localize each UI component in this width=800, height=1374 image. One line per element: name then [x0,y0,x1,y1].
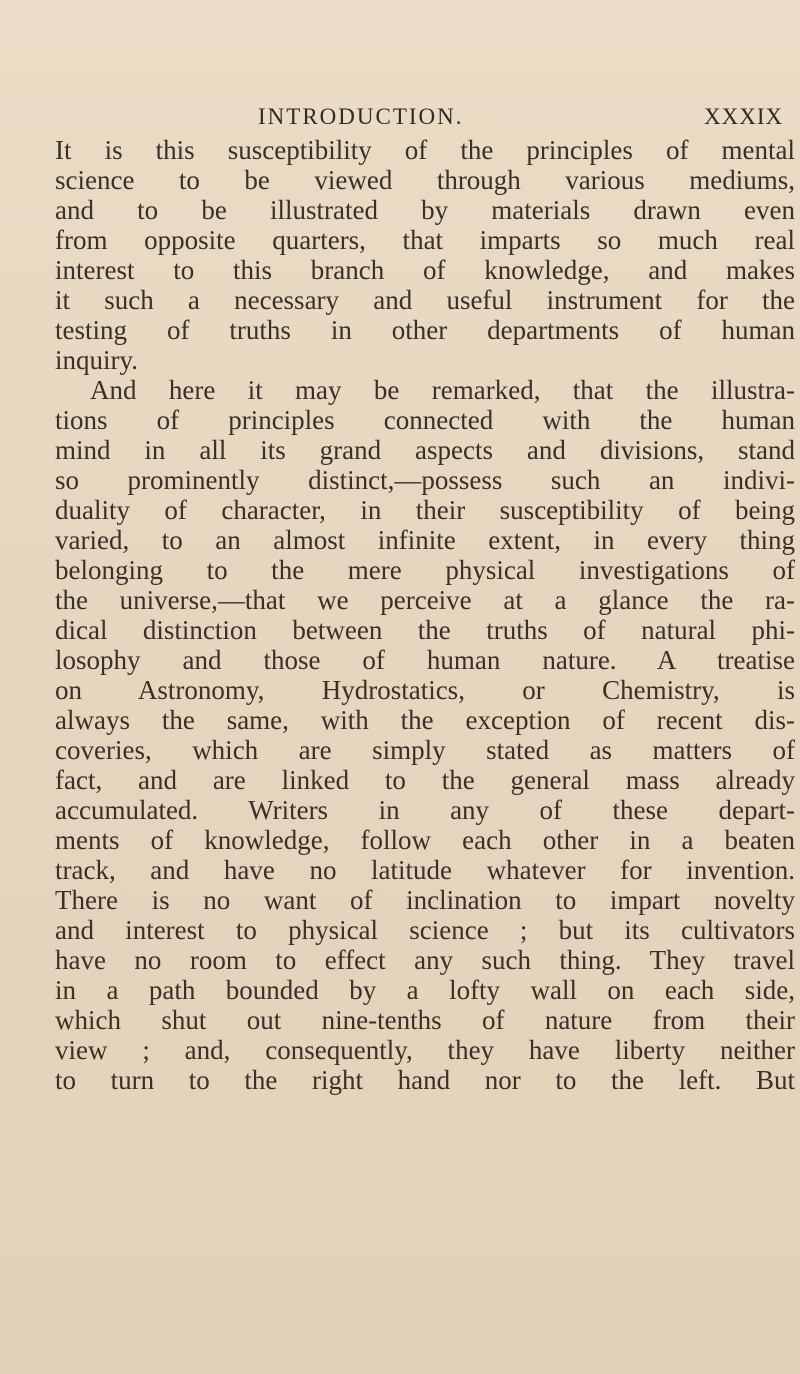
text-line: view ; and, consequently, they have liberty neither [55,1035,795,1065]
text-line: inquiry. [55,345,138,375]
text-line: it such a necessary and useful instrument for the [55,285,795,315]
text-line: belonging to the mere physical investigations of [55,555,795,585]
running-head [258,104,793,136]
text-line: on Astronomy, Hydrostatics, or Chemistry, is [55,675,795,705]
paragraph-1 [55,135,795,375]
text-line: the universe,—that we perceive at a glance the ra- [55,585,795,615]
running-head-title: INTRODUCTION. [258,104,464,129]
text-line: dical distinction between the truths of natural phi- [55,615,795,645]
page-number: XXXIX [704,104,784,129]
text-line: which shut out nine-tenths of nature from their [55,1005,795,1035]
text-line: track, and have no latitude whatever for invention. [55,855,795,885]
text-line: ments of knowledge, follow each other in a beaten [55,825,795,855]
text-line: tions of principles connected with the human [55,405,795,435]
text-line: It is this susceptibility of the principles of mental [55,135,795,165]
text-line: science to be viewed through various mediums, [55,165,795,195]
text-line: coveries, which are simply stated as matters of [55,735,795,765]
text-line: interest to this branch of knowledge, and makes [55,255,795,285]
text-line: have no room to effect any such thing. They travel [55,945,795,975]
text-line: fact, and are linked to the general mass already [55,765,795,795]
text-line: testing of truths in other departments of human [55,315,795,345]
text-line: accumulated. Writers in any of these depart- [55,795,795,825]
text-line: and to be illustrated by materials drawn even [55,195,795,225]
text-line: And here it may be remarked, that the illustra- [90,375,795,405]
paragraph-2 [55,375,795,1095]
text-line: duality of character, in their susceptibility of being [55,495,795,525]
body-text [55,135,795,1095]
text-line: from opposite quarters, that imparts so much real [55,225,795,255]
text-line: in a path bounded by a lofty wall on each side, [55,975,795,1005]
text-line: and interest to physical science ; but its cultivators [55,915,795,945]
text-line: so prominently distinct,—possess such an indivi- [55,465,795,495]
text-line: There is no want of inclination to impart novelty [55,885,795,915]
text-line: to turn to the right hand nor to the left. But [55,1065,795,1095]
text-line: varied, to an almost infinite extent, in every thing [55,525,795,555]
text-line: mind in all its grand aspects and divisions, stand [55,435,795,465]
text-line: losophy and those of human nature. A treatise [55,645,795,675]
text-line: always the same, with the exception of recent dis- [55,705,795,735]
